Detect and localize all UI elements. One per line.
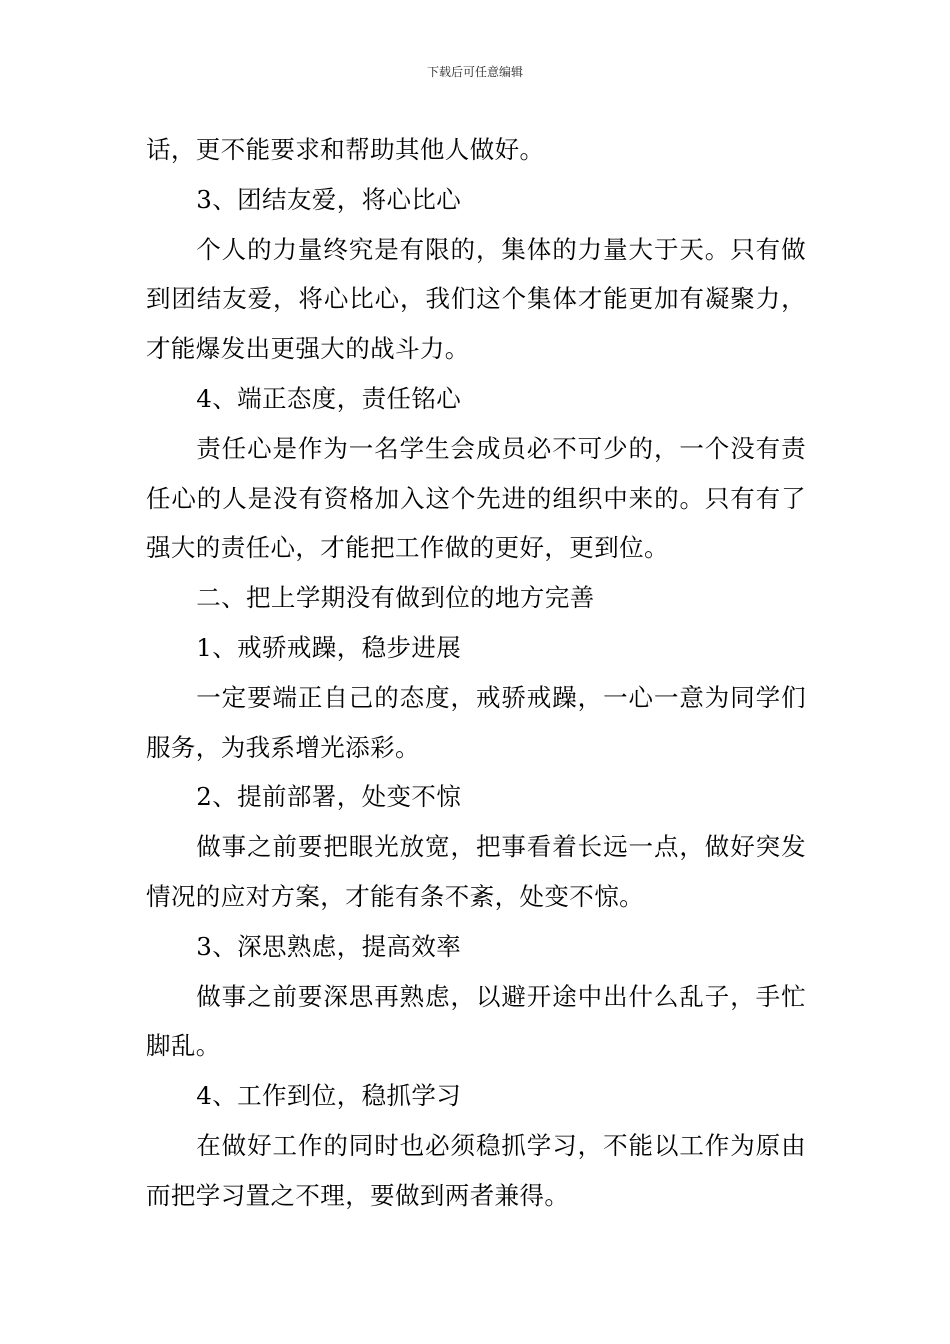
paragraph-steady-progress: 一定要端正自己的态度，戒骄戒躁，一心一意为同学们服务，为我系增光添彩。 [146,682,806,762]
heading-advance-planning: 2、提前部署，处变不惊 [196,782,462,812]
paragraph-unity: 个人的力量终究是有限的，集体的力量大于天。只有做到团结友爱，将心比心，我们这个集体才能更加有凝聚力，才能爆发出更强大的战斗力。 [146,234,806,364]
paragraph-efficiency: 做事之前要深思再熟虑，以避开途中出什么乱子，手忙脚乱。 [146,981,806,1061]
section-heading-improve: 二、把上学期没有做到位的地方完善 [196,583,595,613]
page-header-note: 下载后可任意编辑 [426,65,523,79]
paragraph-continuation: 话，更不能要求和帮助其他人做好。 [146,135,545,164]
paragraph-advance-planning: 做事之前要把眼光放宽，把事看着长远一点，做好突发情况的应对方案，才能有条不紊，处变不惊。 [146,832,806,911]
heading-efficiency: 3、深思熟虑，提高效率 [196,931,462,961]
heading-steady-progress: 1、戒骄戒躁，稳步进展 [196,632,462,662]
heading-attitude: 4、端正态度，责任铭心 [196,383,462,413]
heading-unity: 3、团结友爱，将心比心 [196,184,462,214]
document-body [146,125,806,1221]
heading-work-study: 4、工作到位，稳抓学习 [196,1081,462,1111]
paragraph-work-study: 在做好工作的同时也必须稳抓学习，不能以工作为原由而把学习置之不理，要做到两者兼得。 [146,1130,806,1210]
paragraph-responsibility: 责任心是作为一名学生会成员必不可少的，一个没有责任心的人是没有资格加入这个先进的组织中来的。只有有了强大的责任心，才能把工作做的更好，更到位。 [146,433,806,563]
